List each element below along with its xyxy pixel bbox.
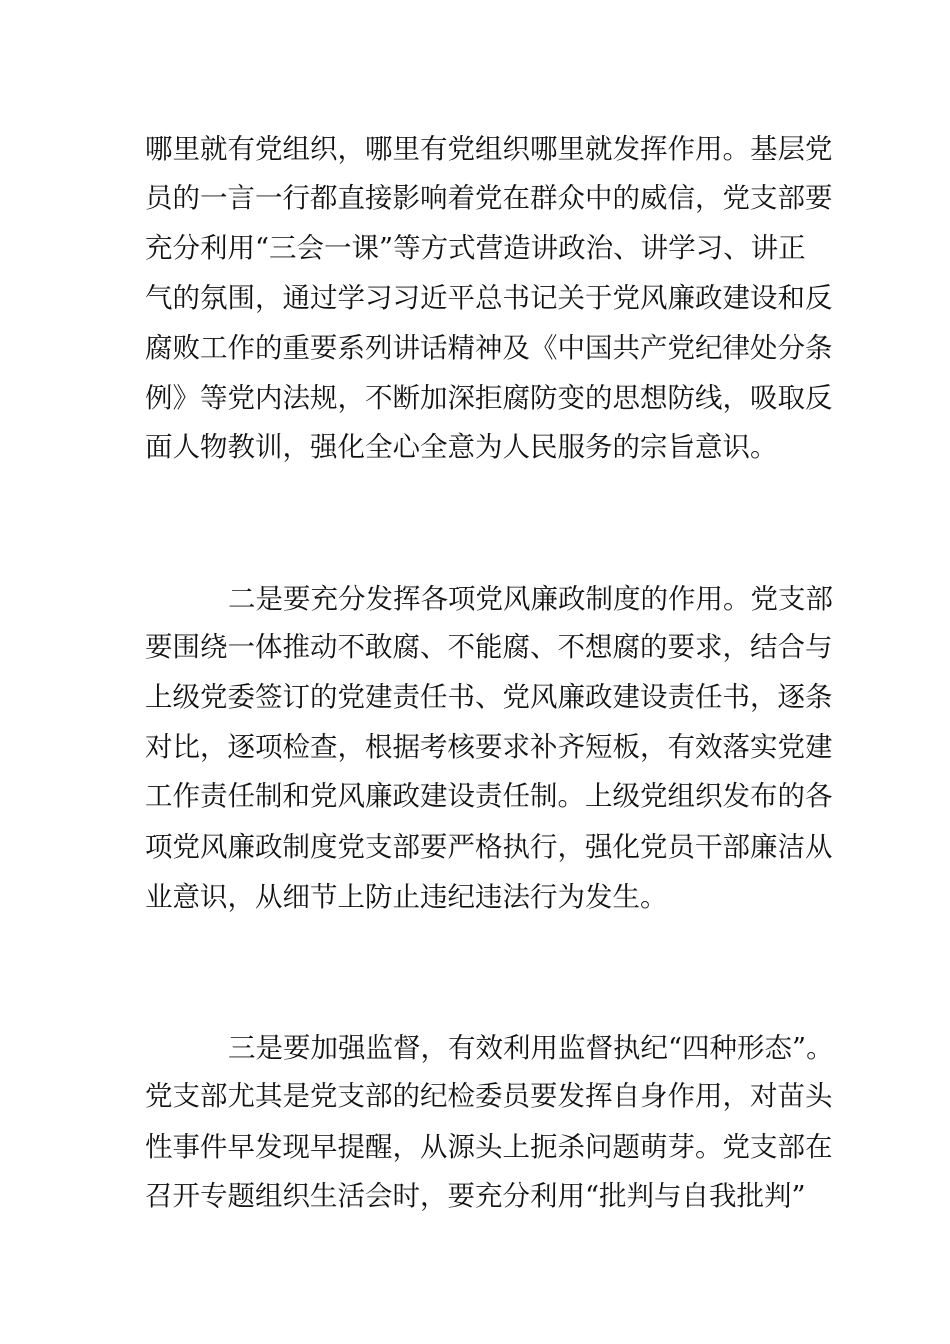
paragraph-line: 党支部尤其是党支部的纪检委员要发挥自身作用，对苗头 <box>145 1080 833 1112</box>
paragraph-line: 例》等党内法规，不断加深拒腐防变的思想防线，吸取反 <box>145 382 833 414</box>
paragraph-line: 业意识，从细节上防止违纪违法行为发生。 <box>145 881 668 913</box>
paragraph-line: 项党风廉政制度党支部要严格执行，强化党员干部廉洁从 <box>145 831 833 863</box>
paragraph-line: 对比，逐项检查，根据考核要求补齐短板，有效落实党建 <box>145 731 833 763</box>
paragraph-line: 工作责任制和党风廉政建设责任制。上级党组织发布的各 <box>145 780 833 812</box>
paragraph-line: 要围绕一体推动不敢腐、不能腐、不想腐的要求，结合与 <box>145 631 833 663</box>
paragraph-line: 上级党委签订的党建责任书、党风廉政建设责任书，逐条 <box>145 681 833 713</box>
paragraph-line: 面人物教训，强化全心全意为人民服务的宗旨意识。 <box>145 431 778 463</box>
paragraph-line: 哪里就有党组织，哪里有党组织哪里就发挥作用。基层党 <box>145 133 833 165</box>
paragraph-line: 召开专题组织生活会时，要充分利用“批判与自我批判” <box>145 1180 806 1212</box>
paragraph-line: 性事件早发现早提醒，从源头上扼杀问题萌芽。党支部在 <box>145 1131 833 1163</box>
paragraph-line: 员的一言一行都直接影响着党在群众中的威信，党支部要 <box>145 182 833 214</box>
paragraph-line: 气的氛围，通过学习习近平总书记关于党风廉政建设和反 <box>145 282 833 314</box>
paragraph-line: 三是要加强监督，有效利用监督执纪“四种形态”。 <box>228 1032 834 1064</box>
paragraph-line: 腐败工作的重要系列讲话精神及《中国共产党纪律处分条 <box>145 332 833 364</box>
paragraph-line: 二是要充分发挥各项党风廉政制度的作用。党支部 <box>228 583 833 615</box>
paragraph-line: 充分利用“三会一课”等方式营造讲政治、讲学习、讲正 <box>145 232 806 264</box>
